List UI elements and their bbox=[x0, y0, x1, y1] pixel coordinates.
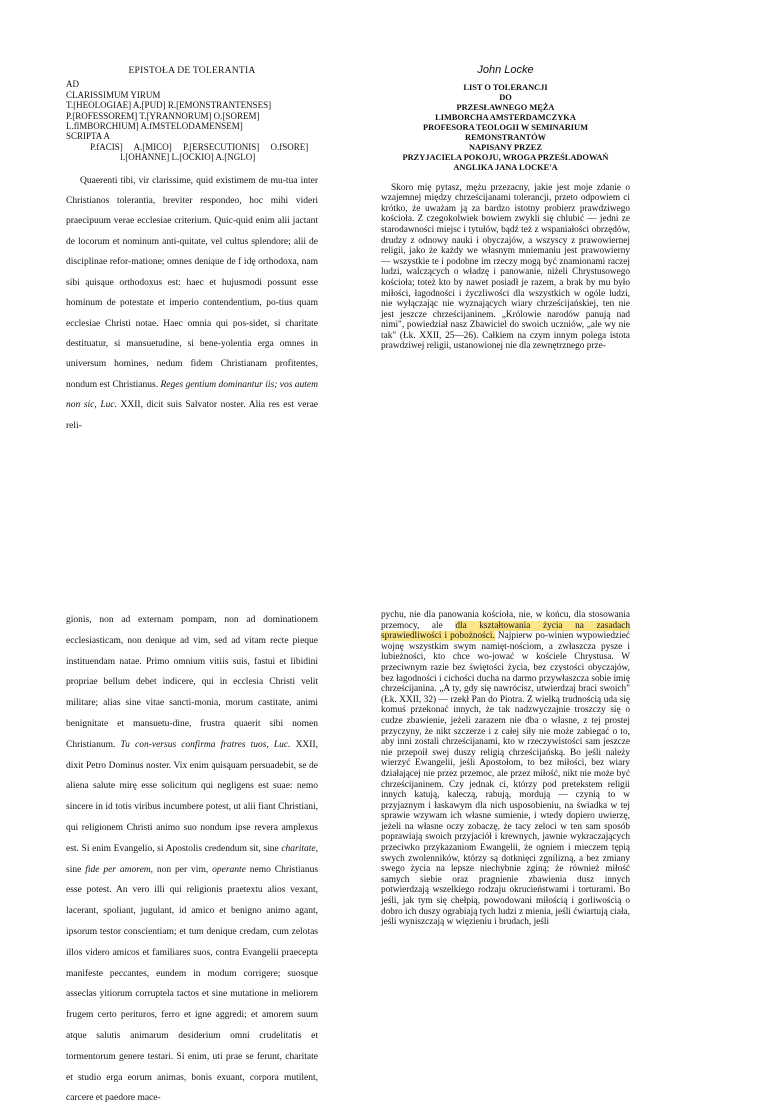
dedication-line: CLARISSIMUM YIRUM bbox=[66, 89, 161, 100]
title-line: PRZESŁAWNEGO MĘŻA bbox=[456, 103, 555, 113]
latin-dedication-header bbox=[66, 79, 318, 162]
dedication-line: I.[OHANNE] L.[OCKIO] A.[NGLO] bbox=[120, 152, 256, 163]
latin-paragraph-1: Quaerenti tibi, vir clarissime, quid existimem de mu-tua inter Christianos tolerantia, breviter respondeo, hoc mihi videri praecipuum verae ecclesiae criterium. Quic-quid enim alii jactant de locorum et nominum anti-quitate, vel cultus splendore; alii de disciplinae refor-matione; omnes deniąue de f idę orthodoxa, nam sibi ąuisąue orthodoxus est: haec et hujusmodi possunt esse hominum de potestate et imperio contendentium, po-tius quam ecclesiae Christi notae. Haec omnia qui pos-sidet, si charitate destituatur, si mansuetudine, si bene-yolentia erga omnes in universum homines, nedum fidem Christianam profitentes, nondum est Christianus. Reges gentium dominantur iis; vos autem non sic, Luc. XXII, dicit suis Salvator noster. Alia res est verae reli- bbox=[66, 175, 319, 431]
title-line: LIMBORCHA AMSTERDAMCZYKA bbox=[435, 113, 576, 123]
title-line: REMONSTRANTÓW bbox=[465, 132, 546, 142]
latin-top-column bbox=[66, 64, 318, 436]
title-line: DO bbox=[499, 93, 512, 103]
latin-quote-italic: Reges gentium dominantur iis; vos autem non sic, Luc. bbox=[66, 379, 319, 411]
dedication-line: AD bbox=[66, 79, 79, 90]
polish-top-column bbox=[381, 64, 630, 352]
title-line: PROFESORA TEOLOGII W SEMINARIUM bbox=[423, 123, 588, 133]
author-name: John Locke bbox=[477, 64, 534, 76]
polish-paragraph-2: pychu, nie dla panowania kościoła, nie, w końcu, dla stosowania przemocy, ale dla kształtowania życia na zasadach sprawiedliwości i pobożności. Najpierw po-winien wypowiedzieć wojnę wszystkim swym namięt-nościom, a zwłaszcza pysze i lubieżności, kto chce wo-jować w kościele Chrystusa. W przeciwnym razie bez świętości życia, bez czystości obyczajów, bez łagodności i cichości ducha na darmo przywłaszcza sobie imię chrześcijanina. „A ty, gdy się nawrócisz, utwierdzaj braci swoich" (Łk. XXII, 32) — rzekł Pan do Piotra. Z wielką trudnością uda się komuś przekonać innych, że tak nadzwyczajnie troszczy się o cudze zbawienie, jeżeli zarazem nie dba o własne, z tej prostej przyczyny, że nikt szczerze i z całej siły nie może zabiegać o to, aby inni zostali chrześcijanami, kto w rzeczywistości sam jeszcze nie przepoił swej duszy religią chrześcijańską. Bo jeśli należy wierzyć Ewangelii, jeśli Apostołom, to bez miłości, bez wiary działającej nie przez przemoc, ale przez miłość, nikt nie może być chrześcijaninem. Czy jednak ci, którzy pod pretekstem religii innych katują, kaleczą, rabują, mordują — czynią to w przyjaznym i łaskawym dla nich usposobieniu, na świadka w tej sprawie wzywam ich własne sumienie, i wtedy dopiero uwierzę, jeżeli na własne oczy zobaczę, że tacy zeloci w ten sam sposób poprawiają swoich przyjaciół i krewnych, jawnie wykraczających przeciwko przykazaniom Ewangelii, że ogniem i mieczem tępią swych zwolenników, którzy są dotknięci zgnilizną, a bez zmiany swego życia na lepsze niechybnie zginą; że również miłość samych siebie oraz pragnienie zbawienia dusz innych potwierdzają wszelkiego rodzaju okrucieństwami i torturami. Bo jeśli, jak tym się chełpią, powodowani miłością i gorliwością o dobro ich duszy ograbiają tych ludzi z mienia, jeśli ćwiartują ciała, jeśli wyniszczają w więzieniu i brudach, jeśli bbox=[381, 610, 631, 928]
dedication-line: SCRIPTA A bbox=[66, 131, 111, 142]
title-line: PRZYJACIELA POKOJU, WROGA PRZEŚLADOWAŃ bbox=[402, 152, 609, 162]
polish-bottom-column bbox=[381, 610, 630, 928]
latin-paragraph-2: gionis, non ad externam pompam, non ad dominationem ecclesiasticam, non denique ad vim, sed ad vitam recte pieque instituendam natae. Primo omnium vitiis suis, fastui et libidini propriae bellum debet indicere, qui in ecclesia Christi velit militare; alias sine vitae sancti-monia, morum castitate, animi benignitate et mansuetu-dine, frustra quaerit sibi nomen Christianum. Tu con-versus confirma fratres tuos, Luc. XXII, dixit Petro Dominus noster. Vix enim ąuisąuam persuadebit, se de aliena salute mirę esse solicitum qui negligens est suae: nemo sincere in id totis viribus incumbere potest, ut alii fiant Christiani, qui religionem Christi animo suo nondum ipse revera amplexus est. Si enim Evangelio, si Apostolis credendum sit, sine charitate, sine fide per amorem, non per vim, operante nemo Christianus esse potest. An vero illi qui religionis praetextu alios vexant, lacerant, spoliant, jugulant, id amico et benigno animo agant, ipsorum testor conscientiam; et tum denique credam, cum zelotas illos videro amicos et familiares suos, contra Evangelii praecepta manifeste peccantes, eundem in modum corrigere; suosque asseclas yitiorum corruptela tactos et sine mutatione in meliorem frugem certo perituros, ferro et igne aggredi; et amorem suum atque salutis animarum desiderium omni crudelitatis et tormentorum genere testari. Si enim, uti prae se ferunt, charitate et studio erga eorum animas, bonis exuant, corpora mutilent, carcere et paedore mace- bbox=[66, 615, 319, 1104]
dedication-line: L.flMBORCHIUM] A.fMSTELODAMENSEM] bbox=[66, 121, 243, 132]
polish-paragraph-1: Skoro mię pytasz, mężu przezacny, jakie jest moje zdanie o wzajemnej między chrześcijanami tolerancji, przeto odpowiem ci krótko, że uważam ją za bardzo istotny probierz prawdziwego kościoła. Z czegokolwiek bowiem zwykli się chlubić — jedni ze starodawności miejsc i tytułów, bądź też z wspaniałości obrzędów, drudzy z odnowy nauki i obyczajów, a wszyscy z prawowiernej religii, jako że każdy we własnym mniemaniu jest prawowierny — wszystkie te i podobne im rzeczy mogą być znamionami raczej ludzi, walczących o władzę i panowanie, niżeli Chrystusowego kościoła; toteż kto by nawet posiadł je razem, a brak by mu było miłości, łagodności i życzliwości dla wszystkich w ogóle ludzi, nie wyłączając nie wyznających wiary chrześcijańskiej, ten nie jest jeszcze chrześcijaninem. „Królowie narodów panują nad nimi", powiedział nasz Zbawiciel do swoich uczniów, „ale wy nie tak" (Łk. XXII, 25—26). Całkiem na czym innym polega istota prawdziwej religii, ustanowionej nie dla zewnętrznego prze- bbox=[381, 182, 630, 352]
title-line: LIST O TOLERANCJI bbox=[463, 83, 548, 93]
dedication-line: P.[ROFESSOREM] T.[YRANNORUM] O.[SOREM] bbox=[66, 110, 260, 121]
dedication-line: P.fACIS] A.[MICO] P.[ERSECUTIONIS] O.fSORE] bbox=[90, 141, 309, 152]
title-line: NAPISANY PRZEZ bbox=[469, 142, 542, 152]
highlighted-phrase[interactable]: dla kształtowania życia na zasadach sprawiedliwości i pobożności. bbox=[381, 620, 630, 642]
polish-title-block bbox=[381, 83, 630, 172]
latin-title: EPISTOŁA DE TOLERANTIA bbox=[128, 65, 256, 76]
dedication-line: T.[HEOLOGIAE] A.[PUD] R.[EMONSTRANTENSES] bbox=[66, 100, 272, 111]
latin-bottom-column bbox=[66, 610, 318, 1109]
title-line: ANGLIKA JANA LOCKE'A bbox=[453, 162, 558, 172]
